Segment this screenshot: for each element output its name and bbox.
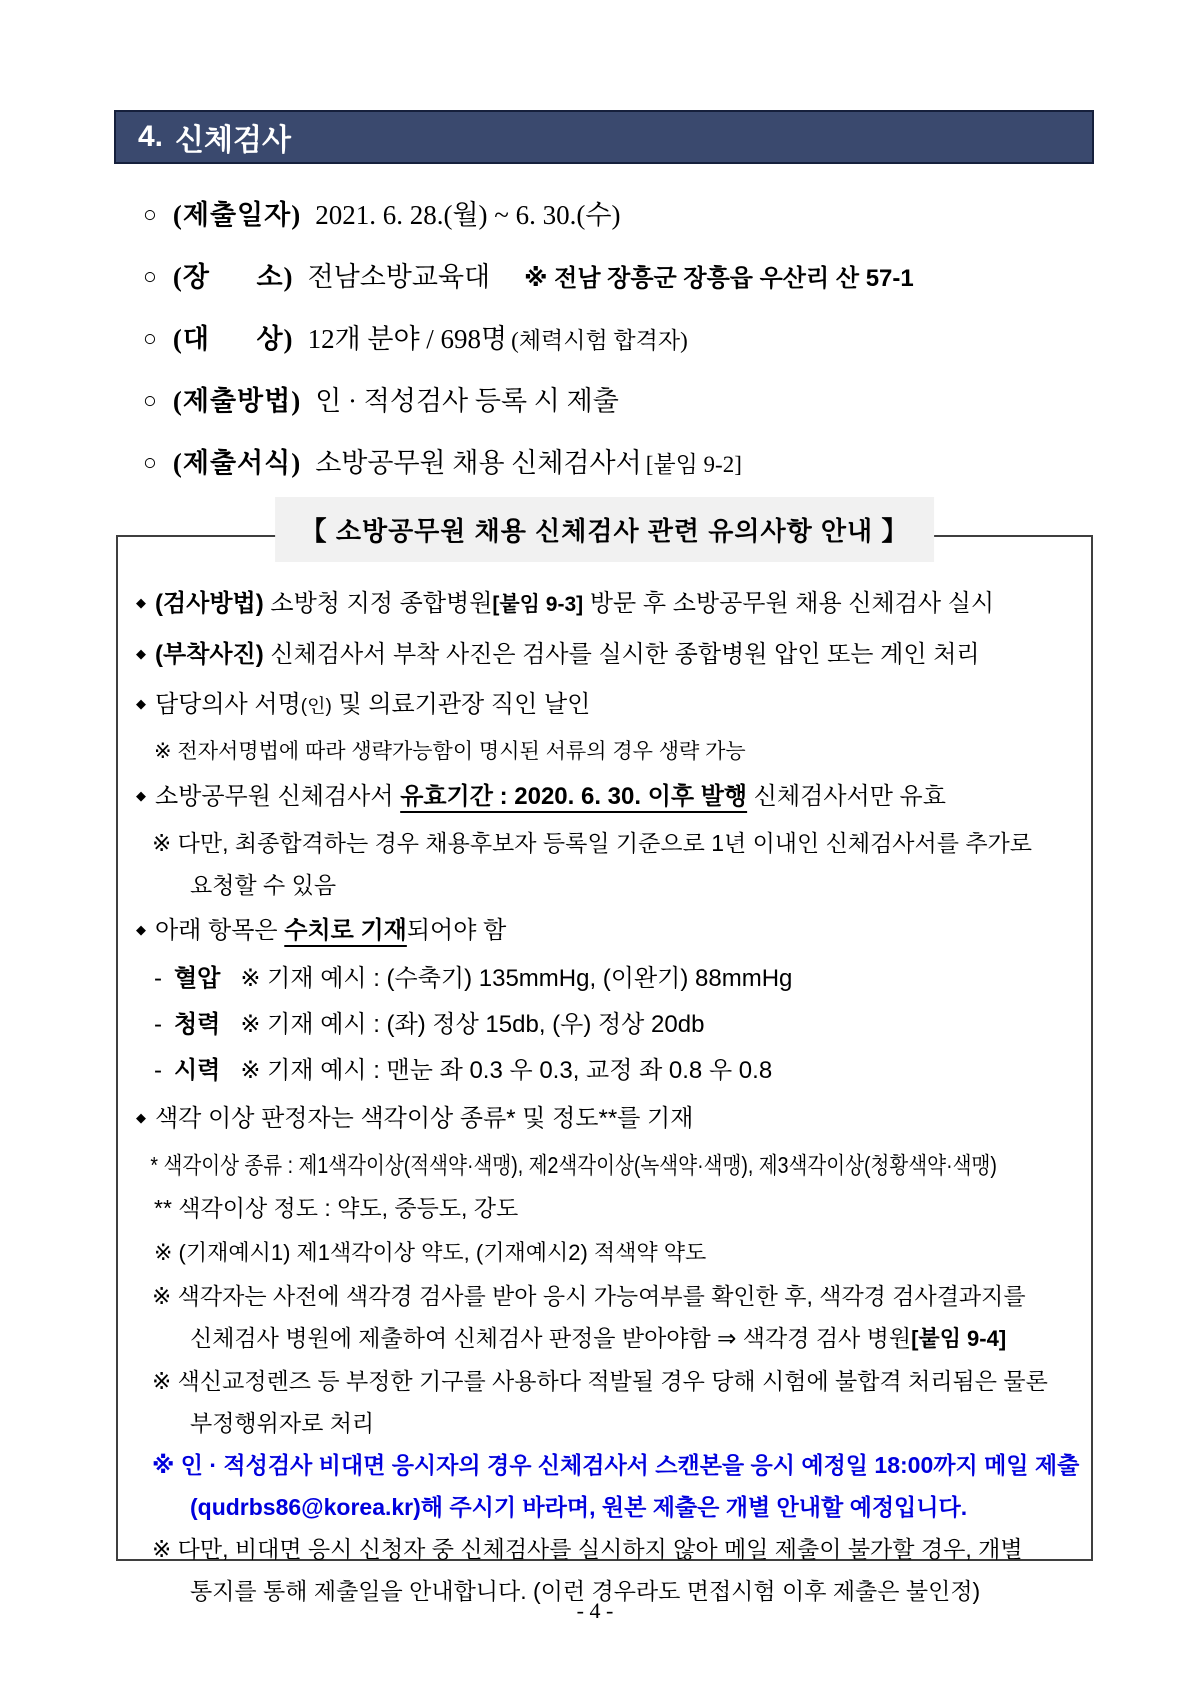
line-text: ※ 색각자는 사전에 색각경 검사를 받아 응시 가능여부를 확인한 후, 색각경 검사결과지를 신체검사 병원에 제출하여 신체검사 판정을 받아야함 ⇒ 색각경 검사 병원 (152, 1283, 1026, 1351)
diamond-bullet-icon: ◆ (136, 922, 146, 937)
item-text: 소방공무원 채용 신체검사서 (315, 448, 642, 478)
line-text: 소방청 지정 종합병원 (263, 590, 493, 617)
line-text: 방문 후 소방공무원 채용 신체검사 실시 (583, 590, 995, 617)
line-text: 담당의사 서명 (155, 691, 301, 718)
list-item-submission-date (143, 196, 1098, 236)
line-text: 아래 항목은 (155, 917, 285, 944)
notice-note-esignature: ※ 전자서명법에 따라 생략가능함이 명시된 서류의 경우 생략 가능 (154, 740, 746, 763)
diamond-bullet-icon: ◆ (136, 696, 146, 711)
notice-line-photo (130, 630, 1083, 678)
notice-box-body (118, 537, 1091, 1612)
diamond-bullet-icon: ◆ (136, 646, 146, 661)
line-text: ※ 기재 예시 : (수축기) 135mmHg, (이완기) 88mmHg (240, 965, 793, 992)
line-text: 및 의료기관장 직인 날인 (331, 691, 591, 718)
item-label: (제출일자) (172, 200, 302, 230)
notice-note-lens: ※ 색신교정렌즈 등 부정한 기구를 사용하다 적발될 경우 당해 시험에 불합격 처리됨은 물론 부정행위자로 처리 (152, 1368, 1048, 1436)
notice-note-color-types: * 색각이상 종류 : 제1색각이상(적색약·색맹), 제2색각이상(녹색약·색맹), 제3색각이상(청황색약·색맹) (150, 1152, 997, 1178)
notice-box-title: 【 소방공무원 채용 신체검사 관련 유의사항 안내 】 (275, 497, 935, 562)
item-label: (제출방법) (172, 386, 302, 416)
term-label: 시력 (174, 1057, 221, 1084)
item-label: (장 소) (172, 262, 294, 292)
line-small-text: (인) (300, 696, 332, 717)
line-text: 색각 이상 판정자는 색각이상 종류* 및 정도**를 기재 (155, 1105, 694, 1132)
list-item-submission-method (143, 382, 1098, 422)
notice-line-color-vision (130, 1094, 1083, 1142)
diamond-bullet-icon: ◆ (136, 1110, 146, 1125)
circle-bullet-icon: ○ (143, 326, 157, 351)
notice-note-color-examples: ※ (기재예시1) 제1색각이상 약도, (기재예시2) 적색약 약도 (154, 1240, 707, 1265)
notice-line-validity (130, 772, 1083, 820)
notice-line-signature (130, 680, 1083, 730)
list-item-target (143, 320, 1098, 360)
notice-note-color-check (130, 1275, 1083, 1360)
dash-bullet: - (154, 1057, 162, 1084)
notice-box (116, 516, 1093, 1604)
diamond-bullet-icon: ◆ (136, 788, 146, 803)
section-number: 4. (138, 120, 164, 153)
item-note: ※ 전남 장흥군 장흥읍 우산리 산 57-1 (524, 265, 914, 292)
notice-note-mail-submission: ※ 인 · 적성검사 비대면 응시자의 경우 신체검사서 스캔본을 응시 예정일 18:00까지 메일 제출(qudrbs86@korea.kr)해 주시기 바라며, 원본 제출은 개별 안내할 예정입니다. (152, 1452, 1080, 1520)
item-text: 전남소방교육대 (307, 262, 491, 292)
list-item-submission-form (143, 444, 1098, 484)
circle-bullet-icon: ○ (143, 388, 157, 413)
notice-line-hearing (130, 1002, 1083, 1048)
line-text: 되어야 함 (406, 917, 507, 944)
circle-bullet-icon: ○ (143, 264, 157, 289)
summary-list (143, 196, 1098, 506)
circle-bullet-icon: ○ (143, 450, 157, 475)
item-small-text: (체력시험 합격자) (511, 328, 688, 353)
item-label: (제출서식) (172, 448, 302, 478)
attachment-ref: [붙임 9-3] (492, 593, 584, 616)
line-label: (부착사진) (155, 641, 264, 668)
attachment-ref: [붙임 9-4] (911, 1326, 1007, 1351)
notice-line-vision (130, 1048, 1083, 1094)
item-small-text: [붙임 9-2] (645, 452, 742, 477)
line-text: ※ 기재 예시 : 맨눈 좌 0.3 우 0.3, 교정 좌 0.8 우 0.8 (240, 1057, 773, 1084)
term-label: 혈압 (174, 965, 221, 992)
line-text: 신체검사서만 유효 (747, 783, 946, 810)
notice-note-offline-submission: ※ 다만, 비대면 응시 신청자 중 신체검사를 실시하지 않아 메일 제출이 불가할 경우, 개별 통지를 통해 제출일을 안내합니다. (이런 경우라도 면접시험 이후 제출은 불인정) (152, 1536, 1023, 1604)
line-text: 소방공무원 신체검사서 (155, 783, 401, 810)
line-label: (검사방법) (155, 590, 264, 617)
numeric-entry-emphasis: 수치로 기재 (284, 917, 407, 944)
item-label: (대 상) (172, 324, 294, 354)
page-number: - 4 - (576, 1598, 614, 1623)
notice-line-numeric (130, 906, 1083, 954)
term-label: 청력 (174, 1011, 221, 1038)
list-item-location (143, 258, 1098, 298)
item-text: 2021. 6. 28.(월) ~ 6. 30.(수) (315, 200, 621, 230)
notice-line-method (130, 579, 1083, 628)
item-text: 12개 분야 / 698명 (307, 324, 508, 354)
section-title: 신체검사 (175, 124, 291, 157)
circle-bullet-icon: ○ (143, 202, 157, 227)
validity-period-emphasis: 유효기간 : 2020. 6. 30. 이후 발행 (400, 783, 748, 810)
notice-note-color-degrees: ** 색각이상 정도 : 약도, 중등도, 강도 (154, 1195, 519, 1221)
notice-line-blood-pressure (130, 956, 1083, 1002)
dash-bullet: - (154, 965, 162, 992)
diamond-bullet-icon: ◆ (136, 595, 146, 610)
line-text: ※ 기재 예시 : (좌) 정상 15db, (우) 정상 20db (240, 1011, 705, 1038)
section-header (114, 110, 1094, 164)
line-text: 신체검사서 부착 사진은 검사를 실시한 종합병원 압인 또는 계인 처리 (263, 641, 980, 668)
item-text: 인 · 적성검사 등록 시 제출 (315, 386, 619, 416)
notice-note-validity: ※ 다만, 최종합격하는 경우 채용후보자 등록일 기준으로 1년 이내인 신체검사서를 추가로 요청할 수 있음 (152, 830, 1032, 898)
dash-bullet: - (154, 1011, 162, 1038)
